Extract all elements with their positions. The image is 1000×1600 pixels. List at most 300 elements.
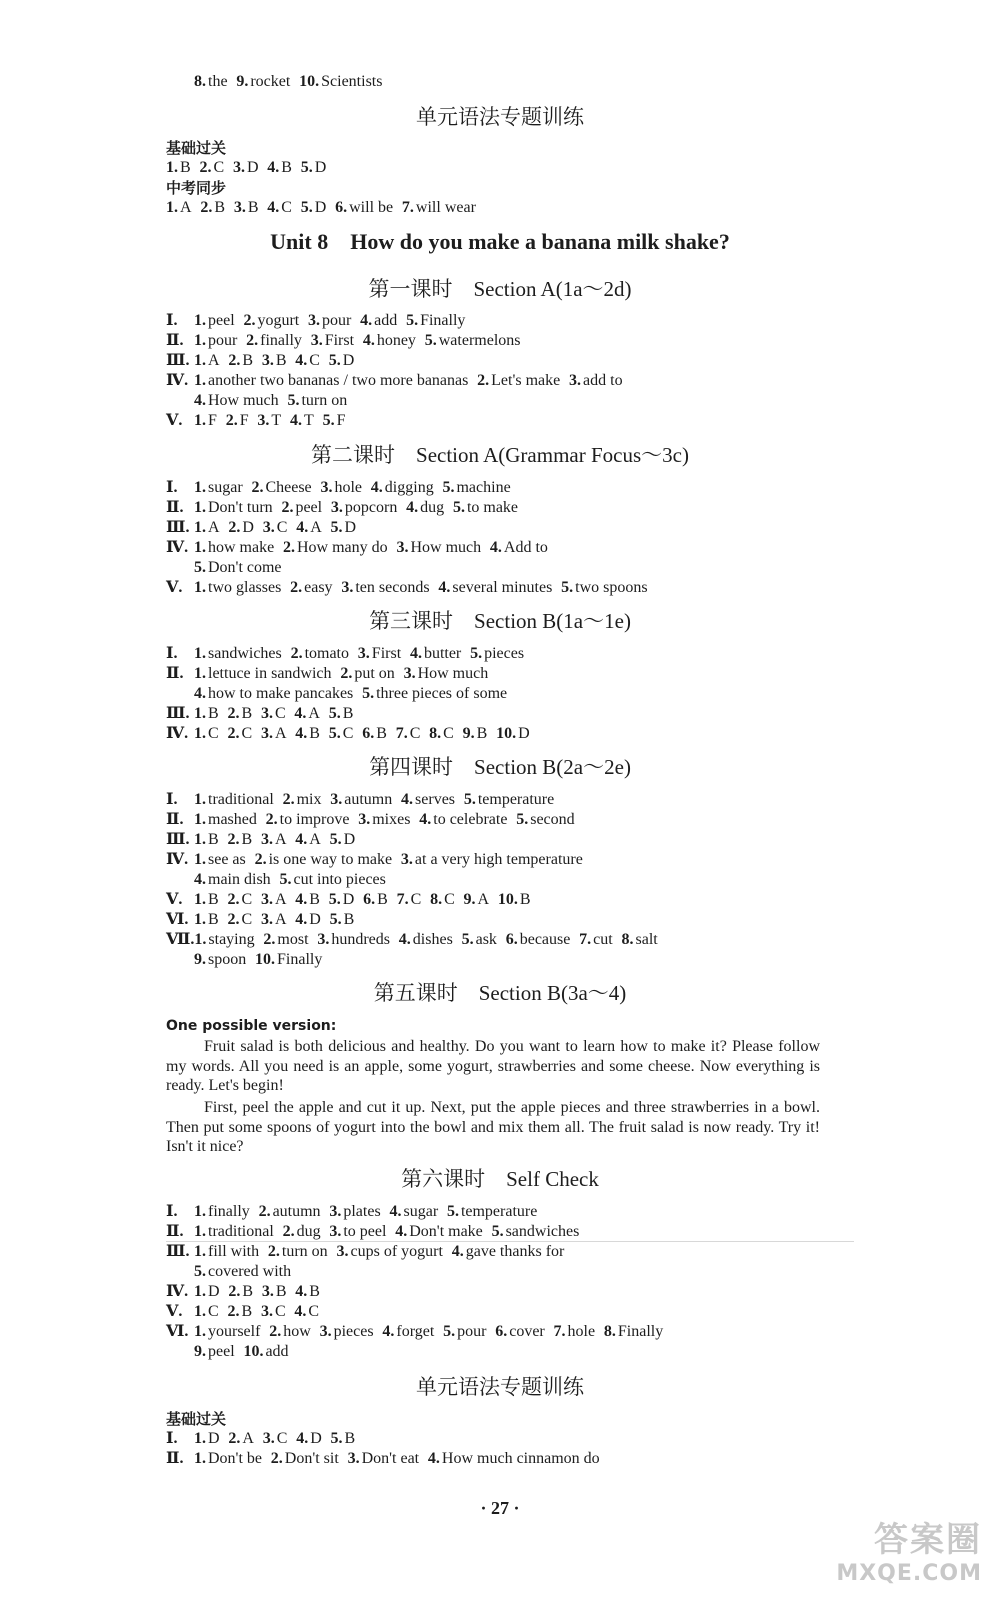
answer-text: Finally bbox=[277, 951, 323, 968]
answer-number: 1. bbox=[194, 811, 206, 828]
answer-number: 2. bbox=[283, 539, 295, 556]
answer-text: A bbox=[274, 725, 287, 742]
answer-text: honey bbox=[376, 332, 416, 349]
answer-number: 3. bbox=[357, 645, 370, 662]
answer-text: C bbox=[276, 519, 288, 536]
answer-number: 4. bbox=[295, 831, 308, 848]
answer-item bbox=[569, 372, 623, 389]
answer-item bbox=[295, 891, 320, 908]
answer-item bbox=[295, 352, 320, 369]
answer-text: add bbox=[374, 312, 398, 329]
answer-text: yogurt bbox=[257, 312, 300, 329]
answer-number: 1. bbox=[194, 499, 206, 516]
answer-row bbox=[194, 870, 395, 890]
answer-text: pour bbox=[208, 332, 238, 349]
answer-text: Finally bbox=[617, 1323, 664, 1340]
answer-text: T bbox=[271, 412, 282, 429]
answer-item bbox=[516, 811, 574, 828]
answer-text: T bbox=[303, 412, 314, 429]
answer-row bbox=[166, 830, 364, 850]
answer-text: cut into pieces bbox=[293, 871, 386, 888]
answer-item bbox=[255, 951, 322, 968]
answer-number: 7. bbox=[401, 199, 414, 216]
answer-text: B bbox=[309, 725, 320, 742]
answer-item bbox=[194, 499, 273, 516]
answer-item bbox=[396, 725, 421, 742]
answer-item bbox=[362, 725, 387, 742]
answer-text: A bbox=[180, 199, 192, 216]
answer-row bbox=[166, 1282, 329, 1302]
answer-item bbox=[323, 412, 346, 429]
answer-item bbox=[283, 791, 322, 808]
answer-text: to celebrate bbox=[433, 811, 508, 828]
answer-number: 1. bbox=[166, 199, 178, 216]
answer-number: 6. bbox=[363, 891, 376, 908]
answer-item bbox=[389, 1203, 438, 1220]
answer-item bbox=[295, 831, 321, 848]
answer-item bbox=[271, 1450, 339, 1467]
answer-item bbox=[194, 73, 228, 90]
lesson5-title: 第五课时 Section B(3a～4) bbox=[373, 981, 627, 1005]
answer-row bbox=[166, 724, 538, 744]
answer-text: A bbox=[274, 891, 287, 908]
answer-number: 5. bbox=[463, 791, 476, 808]
answer-number: 3. bbox=[320, 479, 333, 496]
answer-item bbox=[329, 705, 354, 722]
answer-row bbox=[194, 950, 331, 970]
answer-item bbox=[281, 499, 322, 516]
answer-number: 2. bbox=[227, 1303, 240, 1320]
answer-item bbox=[227, 911, 252, 928]
answer-text: C bbox=[444, 891, 455, 908]
answer-text: A bbox=[310, 519, 322, 536]
answer-number: 3. bbox=[260, 705, 273, 722]
roman-numeral: Ⅳ. bbox=[166, 725, 189, 742]
watermark-logo bbox=[836, 1512, 982, 1586]
answer-number: 4. bbox=[382, 1323, 395, 1340]
roman-numeral: Ⅰ. bbox=[166, 1203, 178, 1220]
answer-item bbox=[470, 645, 524, 662]
answer-number: 1. bbox=[194, 891, 206, 908]
answer-item bbox=[406, 312, 465, 329]
answer-number: 2. bbox=[225, 412, 238, 429]
answer-item bbox=[453, 499, 518, 516]
sample-paragraph-1: Fruit salad is both delicious and healthy. Do you want to learn how to make it? Please follow my words. All you need is an apple, some yogurt, strawberries and some cheese. Now everything is ready. Let's begin! bbox=[166, 1038, 820, 1094]
answer-item bbox=[234, 199, 259, 216]
answer-item bbox=[194, 519, 220, 536]
answer-row bbox=[166, 498, 527, 518]
answer-text: B bbox=[275, 352, 287, 369]
answer-text: B bbox=[275, 1283, 287, 1300]
answer-number: 3. bbox=[257, 412, 270, 429]
answer-item bbox=[452, 1243, 565, 1260]
answer-text: sugar bbox=[403, 1203, 439, 1220]
answer-item bbox=[320, 1323, 374, 1340]
answer-row bbox=[166, 664, 497, 684]
answer-number: 2. bbox=[200, 199, 213, 216]
answer-number: 7. bbox=[395, 725, 408, 742]
answer-number: 1. bbox=[194, 725, 206, 742]
answer-number: 5. bbox=[424, 332, 437, 349]
answer-item bbox=[447, 1203, 537, 1220]
page-number: · 27 · bbox=[480, 1498, 520, 1518]
answer-number: 2. bbox=[251, 479, 264, 496]
answer-text: another two bananas / two more bananas bbox=[208, 372, 469, 389]
answer-number: 9. bbox=[462, 725, 475, 742]
answer-item bbox=[194, 811, 257, 828]
answer-number: 2. bbox=[228, 1430, 241, 1447]
answer-number: 4. bbox=[295, 725, 308, 742]
unit-title: Unit 8 How do you make a banana milk shake? bbox=[270, 229, 730, 254]
answer-item bbox=[299, 73, 382, 90]
answer-text: machine bbox=[456, 479, 511, 496]
answer-item bbox=[429, 725, 454, 742]
answer-number: 4. bbox=[427, 1450, 440, 1467]
answer-item bbox=[329, 352, 355, 369]
answer-number: 6. bbox=[495, 1323, 508, 1340]
answer-item bbox=[227, 831, 252, 848]
answer-text: most bbox=[277, 931, 309, 948]
roman-numeral: Ⅴ. bbox=[166, 891, 183, 908]
answer-text: hundreds bbox=[331, 931, 390, 948]
answer-text: D bbox=[309, 911, 321, 928]
answer-number: 2. bbox=[228, 519, 241, 536]
lesson2-title: 第二课时 Section A(Grammar Focus～3c) bbox=[311, 443, 689, 467]
answer-number: 1. bbox=[194, 539, 206, 556]
answer-item bbox=[246, 332, 302, 349]
answer-number: 8. bbox=[621, 931, 634, 948]
answer-text: cover bbox=[509, 1323, 545, 1340]
sample-paragraph-2: First, peel the apple and cut it up. Next, put the apple pieces and three strawberries in a bowl. Then put some spoons of yogurt into the bowl and mix them all. The fruit salad is now ready. Try it! Isn't it nice? bbox=[166, 1099, 820, 1155]
exam-label: 中考同步 bbox=[166, 179, 227, 197]
answer-number: 3. bbox=[232, 159, 245, 176]
answer-number: 3. bbox=[329, 1223, 342, 1240]
answer-number: 1. bbox=[194, 1243, 206, 1260]
answer-text: dug bbox=[420, 499, 445, 516]
answer-item bbox=[329, 1223, 386, 1240]
sample-label: One possible version: bbox=[166, 1018, 337, 1034]
answer-text: Don't make bbox=[409, 1223, 483, 1240]
answer-number: 3. bbox=[308, 312, 321, 329]
answer-number: 4. bbox=[296, 519, 309, 536]
divider-line bbox=[166, 1241, 854, 1242]
answer-number: 4. bbox=[295, 1283, 308, 1300]
answer-number: 1. bbox=[194, 645, 206, 662]
answer-number: 5. bbox=[470, 645, 483, 662]
answer-item bbox=[266, 811, 350, 828]
answer-text: A bbox=[309, 831, 321, 848]
answer-text: F bbox=[336, 412, 346, 429]
answer-text: B bbox=[376, 725, 387, 742]
answer-item bbox=[255, 851, 393, 868]
answer-number: 3. bbox=[262, 1430, 275, 1447]
answer-text: Scientists bbox=[321, 73, 383, 90]
roman-numeral: Ⅱ. bbox=[166, 499, 184, 516]
answer-item bbox=[194, 372, 468, 389]
answer-item bbox=[228, 1283, 253, 1300]
answer-item bbox=[194, 1430, 220, 1447]
answer-text: hole bbox=[334, 479, 362, 496]
answer-item bbox=[363, 891, 388, 908]
answer-number: 3. bbox=[330, 791, 343, 808]
answer-number: 3. bbox=[260, 1303, 273, 1320]
answer-number: 1. bbox=[194, 1303, 206, 1320]
answer-item bbox=[227, 891, 252, 908]
roman-numeral: Ⅰ. bbox=[166, 479, 178, 496]
answer-number: 9. bbox=[194, 951, 206, 968]
answer-item bbox=[194, 1343, 235, 1360]
answer-item bbox=[348, 1450, 420, 1467]
answer-text: First bbox=[324, 332, 355, 349]
watermark-url: MXQE.COM bbox=[836, 1561, 982, 1586]
answer-text: A bbox=[477, 891, 490, 908]
answer-text: C bbox=[410, 891, 422, 908]
answer-text: B bbox=[241, 831, 253, 848]
answer-row bbox=[166, 518, 365, 538]
answer-item bbox=[194, 1450, 262, 1467]
answer-number: 3. bbox=[261, 1283, 274, 1300]
answer-text: A bbox=[208, 352, 220, 369]
roman-numeral: Ⅲ. bbox=[166, 519, 190, 536]
answer-row bbox=[166, 644, 533, 664]
answer-text: B bbox=[342, 705, 354, 722]
answer-item bbox=[228, 519, 254, 536]
answer-number: 3. bbox=[358, 811, 371, 828]
answer-item bbox=[301, 199, 327, 216]
answer-number: 1. bbox=[194, 1223, 206, 1240]
answer-item bbox=[340, 665, 394, 682]
answer-item bbox=[257, 412, 281, 429]
roman-numeral: Ⅰ. bbox=[166, 312, 178, 329]
answer-text: mixes bbox=[372, 811, 411, 828]
answer-item bbox=[404, 665, 489, 682]
roman-numeral: Ⅲ. bbox=[166, 705, 190, 722]
answer-text: C bbox=[213, 159, 225, 176]
answer-item bbox=[243, 1343, 288, 1360]
answer-text: D bbox=[343, 831, 356, 848]
answer-item bbox=[166, 199, 192, 216]
answer-number: 7. bbox=[553, 1323, 566, 1340]
answer-text: B bbox=[241, 705, 253, 722]
answer-item bbox=[194, 1223, 274, 1240]
answer-item bbox=[291, 645, 349, 662]
answer-number: 3. bbox=[260, 911, 273, 928]
answer-item bbox=[261, 891, 287, 908]
answer-row bbox=[194, 1342, 297, 1362]
answer-text: F bbox=[208, 412, 217, 429]
answer-number: 8. bbox=[603, 1323, 616, 1340]
answer-number: 1. bbox=[194, 665, 206, 682]
answer-item bbox=[194, 1203, 250, 1220]
answer-number: 2. bbox=[199, 159, 212, 176]
basic-answers bbox=[166, 158, 335, 178]
answer-row bbox=[166, 704, 362, 724]
answer-text: C bbox=[208, 725, 219, 742]
answer-text: C bbox=[208, 1303, 219, 1320]
answer-number: 1. bbox=[194, 579, 206, 596]
answer-text: C bbox=[342, 725, 354, 742]
answer-text: cut bbox=[593, 931, 613, 948]
answer-text: B bbox=[214, 199, 226, 216]
answer-item bbox=[358, 645, 401, 662]
answer-item bbox=[561, 579, 647, 596]
answer-item bbox=[579, 931, 613, 948]
answer-text: C bbox=[241, 725, 253, 742]
answer-text: plates bbox=[343, 1203, 381, 1220]
answer-text: peel bbox=[208, 1343, 235, 1360]
roman-numeral: Ⅰ. bbox=[166, 645, 178, 662]
answer-number: 7. bbox=[396, 891, 409, 908]
answer-number: 5. bbox=[330, 1430, 343, 1447]
answer-item bbox=[194, 392, 279, 409]
answer-text: watermelons bbox=[438, 332, 521, 349]
answer-item bbox=[331, 519, 357, 536]
answer-text: F bbox=[239, 412, 249, 429]
answer-item bbox=[622, 931, 658, 948]
answer-text: D bbox=[310, 1430, 322, 1447]
answer-text: serves bbox=[415, 791, 456, 808]
answer-item bbox=[341, 579, 429, 596]
answer-number: 3. bbox=[233, 199, 246, 216]
answer-item bbox=[330, 831, 356, 848]
answer-text: C bbox=[443, 725, 454, 742]
grammar-section-title: 单元语法专题训练 bbox=[416, 105, 584, 129]
roman-numeral: Ⅲ. bbox=[166, 831, 190, 848]
answer-number: 6. bbox=[335, 199, 348, 216]
answer-text: to peel bbox=[343, 1223, 387, 1240]
answer-number: 3. bbox=[310, 332, 323, 349]
answer-number: 2. bbox=[270, 1450, 283, 1467]
answer-row bbox=[166, 1202, 546, 1222]
answer-item bbox=[227, 705, 252, 722]
answer-number: 4. bbox=[295, 891, 308, 908]
answer-number: 8. bbox=[194, 73, 206, 90]
answer-text: A bbox=[242, 1430, 254, 1447]
answer-text: B bbox=[208, 891, 219, 908]
answer-number: 9. bbox=[194, 1343, 206, 1360]
answer-row bbox=[166, 930, 667, 950]
answer-item bbox=[463, 725, 488, 742]
answer-text: hole bbox=[567, 1323, 596, 1340]
answer-number: 4. bbox=[360, 312, 373, 329]
answer-item bbox=[296, 519, 322, 536]
answer-item bbox=[462, 931, 497, 948]
answer-text: D bbox=[342, 352, 355, 369]
answer-item bbox=[194, 851, 246, 868]
answer-item bbox=[402, 199, 476, 216]
answer-text: gave thanks for bbox=[465, 1243, 565, 1260]
answer-text: the bbox=[208, 73, 228, 90]
answer-row bbox=[166, 411, 354, 431]
answer-text: C bbox=[409, 725, 421, 742]
grammar2-title: 单元语法专题训练 bbox=[416, 1375, 584, 1399]
answer-row bbox=[166, 790, 563, 810]
answer-text: C bbox=[241, 911, 253, 928]
answer-number: 4. bbox=[294, 1303, 307, 1320]
answer-item bbox=[301, 159, 327, 176]
answer-item bbox=[261, 1303, 286, 1320]
answer-number: 4. bbox=[401, 791, 414, 808]
basic-label: 基础过关 bbox=[166, 139, 227, 157]
answer-row bbox=[166, 1222, 588, 1242]
answer-item bbox=[490, 539, 548, 556]
answer-number: 2. bbox=[282, 791, 295, 808]
answer-item bbox=[251, 479, 311, 496]
answer-item bbox=[329, 1203, 380, 1220]
answer-number: 4. bbox=[398, 931, 411, 948]
answer-number: 2. bbox=[282, 1223, 295, 1240]
answer-text: B bbox=[344, 1430, 356, 1447]
answer-row bbox=[166, 890, 539, 910]
answer-text: C bbox=[281, 199, 292, 216]
answer-text: tomato bbox=[304, 645, 349, 662]
answer-text: easy bbox=[304, 579, 333, 596]
answer-item bbox=[397, 891, 422, 908]
answer-text: ask bbox=[475, 931, 497, 948]
answer-number: 1. bbox=[194, 1203, 206, 1220]
answer-item bbox=[287, 392, 347, 409]
answer-number: 1. bbox=[194, 352, 206, 369]
answer-item bbox=[371, 479, 434, 496]
answer-item bbox=[329, 725, 354, 742]
answer-number: 2. bbox=[228, 352, 241, 369]
answer-item bbox=[410, 645, 461, 662]
answer-text: How much bbox=[417, 665, 489, 682]
answer-item bbox=[228, 352, 253, 369]
answer-row bbox=[194, 684, 516, 704]
answer-item bbox=[261, 725, 287, 742]
answer-item bbox=[194, 579, 281, 596]
answer-item bbox=[194, 791, 274, 808]
answer-text: forget bbox=[396, 1323, 435, 1340]
answer-item bbox=[194, 1283, 220, 1300]
answer-number: 4. bbox=[489, 539, 502, 556]
answer-text: B bbox=[208, 705, 219, 722]
answer-number: 5. bbox=[328, 705, 341, 722]
answer-number: 3. bbox=[262, 519, 275, 536]
answer-text: sugar bbox=[208, 479, 243, 496]
roman-numeral: Ⅳ. bbox=[166, 1283, 189, 1300]
answer-text: D bbox=[342, 891, 355, 908]
answer-number: 9. bbox=[463, 891, 476, 908]
answer-text: D bbox=[246, 159, 259, 176]
answer-text: D bbox=[208, 1430, 220, 1447]
answer-item bbox=[194, 951, 246, 968]
answer-item bbox=[330, 911, 355, 928]
answer-text: A bbox=[208, 519, 220, 536]
answer-item bbox=[363, 332, 416, 349]
roman-numeral: Ⅴ. bbox=[166, 579, 183, 596]
answer-text: First bbox=[371, 645, 402, 662]
answer-number: 5. bbox=[328, 352, 341, 369]
answer-item bbox=[406, 499, 444, 516]
answer-number: 4. bbox=[194, 871, 206, 888]
answer-text: B bbox=[241, 1303, 253, 1320]
answer-item bbox=[308, 312, 351, 329]
answer-row bbox=[194, 558, 290, 578]
answer-number: 2. bbox=[267, 1243, 280, 1260]
answer-number: 3. bbox=[260, 891, 273, 908]
answer-item bbox=[228, 1430, 254, 1447]
answer-number: 5. bbox=[328, 891, 341, 908]
answer-number: 1. bbox=[194, 851, 206, 868]
answer-number: 1. bbox=[194, 372, 206, 389]
answer-number: 1. bbox=[194, 519, 206, 536]
answer-number: 2. bbox=[265, 811, 278, 828]
answer-number: 5. bbox=[330, 519, 343, 536]
answer-number: 4. bbox=[389, 1203, 402, 1220]
answer-text: digging bbox=[384, 479, 434, 496]
